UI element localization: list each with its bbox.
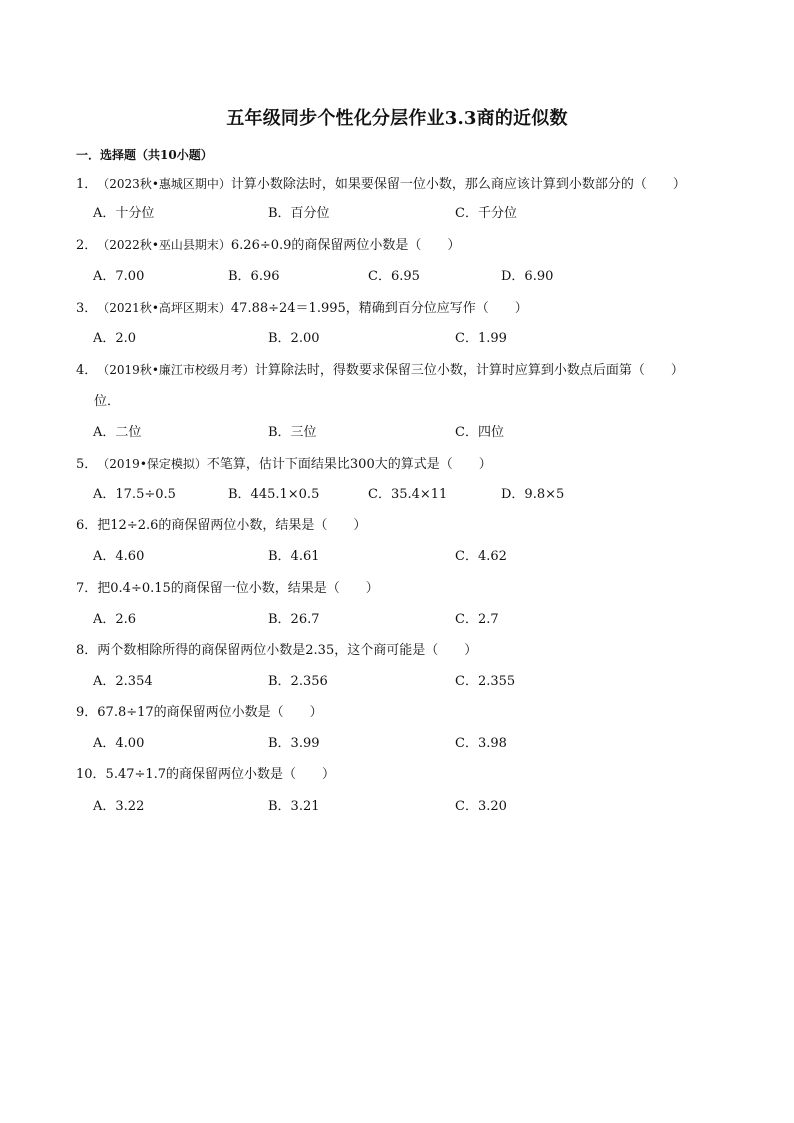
question-text: 5.47÷1.7的商保留两位小数是（ ） bbox=[105, 767, 336, 782]
option-c: C．3.20 bbox=[455, 799, 507, 814]
option-a: A．4.60 bbox=[93, 549, 145, 564]
question-text: 计算小数除法时，如果要保留一位小数，那么商应该计算到小数部分的（ ） bbox=[230, 177, 686, 192]
question-text: 67.8÷17的商保留两位小数是（ ） bbox=[97, 705, 323, 720]
question-text: 47.88÷24＝1.995，精确到百分位应写作（ ） bbox=[230, 301, 528, 316]
options-row bbox=[93, 206, 773, 222]
option-a: A．17.5÷0.5 bbox=[93, 487, 176, 502]
option-d: D．6.90 bbox=[501, 269, 554, 284]
question-text: 把12÷2.6的商保留两位小数，结果是（ ） bbox=[97, 518, 367, 533]
option-c: C．6.95 bbox=[368, 269, 420, 284]
option-a: A．3.22 bbox=[93, 799, 145, 814]
section-heading: 一．选择题（共10小题） bbox=[76, 148, 213, 162]
question-source: （2021秋•高坪区期末） bbox=[97, 301, 231, 315]
question-text: 6.26÷0.9的商保留两位小数是（ ） bbox=[230, 238, 461, 253]
option-a: A．十分位 bbox=[93, 206, 155, 221]
options-row bbox=[93, 799, 773, 815]
options-row bbox=[93, 549, 773, 565]
question-text-continuation: 位． bbox=[94, 394, 121, 409]
question-number: 4． bbox=[76, 363, 98, 378]
question-1 bbox=[76, 176, 686, 193]
option-b: B．三位 bbox=[268, 425, 317, 440]
question-source: （2019秋•廉江市校级月考） bbox=[97, 363, 255, 377]
question-7 bbox=[76, 581, 379, 597]
question-number: 8． bbox=[76, 643, 98, 658]
question-number: 9． bbox=[76, 705, 98, 720]
question-number: 10． bbox=[76, 767, 106, 782]
option-b: B．26.7 bbox=[268, 612, 320, 627]
option-a: A．2.354 bbox=[93, 674, 153, 689]
option-c: C．1.99 bbox=[455, 331, 507, 346]
question-8 bbox=[76, 643, 477, 659]
question-number: 7． bbox=[76, 581, 98, 596]
question-9 bbox=[76, 705, 323, 721]
question-4 bbox=[76, 362, 684, 379]
option-c: C．四位 bbox=[455, 425, 504, 440]
option-b: B．2.00 bbox=[268, 331, 320, 346]
options-row bbox=[93, 487, 773, 503]
question-source: （2023秋•惠城区期中） bbox=[97, 177, 231, 191]
options-row bbox=[93, 331, 773, 347]
question-number: 3． bbox=[76, 301, 98, 316]
options-row bbox=[93, 269, 773, 285]
question-6 bbox=[76, 518, 366, 534]
question-text: 不笔算，估计下面结果比300大的算式是（ ） bbox=[206, 457, 492, 472]
option-b: B．6.96 bbox=[228, 269, 280, 284]
options-row bbox=[93, 674, 773, 690]
option-c: C．千分位 bbox=[455, 206, 517, 221]
option-c: C．2.7 bbox=[455, 612, 499, 627]
option-b: B．4.61 bbox=[268, 549, 320, 564]
question-number: 6． bbox=[76, 518, 98, 533]
option-c: C．2.355 bbox=[455, 674, 516, 689]
option-a: A．2.6 bbox=[93, 612, 137, 627]
option-b: B．百分位 bbox=[268, 206, 330, 221]
options-row bbox=[93, 425, 773, 441]
question-text: 把0.4÷0.15的商保留一位小数，结果是（ ） bbox=[97, 581, 379, 596]
option-c: C．3.98 bbox=[455, 736, 507, 751]
question-10 bbox=[76, 767, 335, 783]
options-row bbox=[93, 736, 773, 752]
option-c: C．35.4×11 bbox=[368, 487, 448, 502]
page-title: 五年级同步个性化分层作业3.3商的近似数 bbox=[226, 108, 568, 129]
option-b: B．445.1×0.5 bbox=[228, 487, 320, 502]
question-number: 2． bbox=[76, 238, 98, 253]
question-source: （2022秋•巫山县期末） bbox=[97, 238, 231, 252]
question-text: 计算除法时，得数要求保留三位小数，计算时应算到小数点后面第（ ） bbox=[254, 363, 684, 378]
option-a: A．2.0 bbox=[93, 331, 137, 346]
option-a: A．4.00 bbox=[93, 736, 145, 751]
question-source: （2019•保定模拟） bbox=[97, 457, 207, 471]
option-b: B．2.356 bbox=[268, 674, 328, 689]
question-number: 5． bbox=[76, 457, 98, 472]
option-a: A．二位 bbox=[93, 425, 142, 440]
option-c: C．4.62 bbox=[455, 549, 507, 564]
option-b: B．3.99 bbox=[268, 736, 320, 751]
question-number: 1． bbox=[76, 177, 98, 192]
option-a: A．7.00 bbox=[93, 269, 145, 284]
options-row bbox=[93, 612, 773, 628]
option-d: D．9.8×5 bbox=[501, 487, 565, 502]
question-2 bbox=[76, 237, 460, 254]
question-text: 两个数相除所得的商保留两位小数是2.35，这个商可能是（ ） bbox=[97, 643, 478, 658]
question-5 bbox=[76, 456, 492, 473]
question-3 bbox=[76, 300, 528, 317]
option-b: B．3.21 bbox=[268, 799, 320, 814]
